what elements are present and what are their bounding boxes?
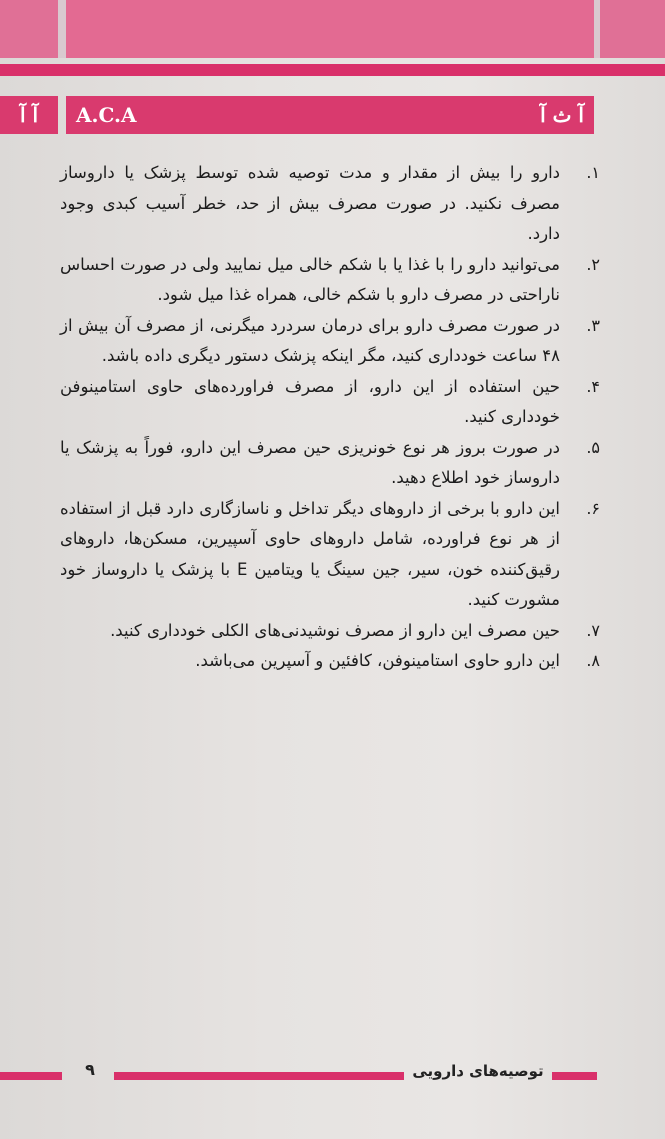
recommendations-list [60, 158, 600, 677]
footer-title: توصیه‌های دارویی [412, 1062, 544, 1080]
list-item-text: در صورت مصرف دارو برای درمان سردرد میگرنی، از مصرف آن بیش از ۴۸ ساعت خودداری کنید، مگر اینکه پزشک دستور دیگری داده باشد. [60, 315, 560, 365]
list-item-number: ۶. [586, 498, 600, 518]
list-item-text: دارو را بیش از مقدار و مدت توصیه شده توسط پزشک یا داروساز مصرف نکنید. در صورت مصرف بیش از حد، خطر آسیب کبدی وجود دارد. [60, 163, 560, 243]
list-item-text: می‌توانید دارو را با غذا یا با شکم خالی میل نمایید ولی در صورت احساس ناراحتی در مصرف دارو با شکم خالی، همراه غذا میل شود. [60, 254, 560, 304]
header-brand: A.C.A [76, 103, 137, 127]
list-item [60, 646, 600, 677]
list-item-text: حین مصرف این دارو از مصرف نوشیدنی‌های الکلی خودداری کنید. [110, 620, 560, 640]
recommendations-content [60, 158, 600, 677]
footer-bar-right [552, 1072, 597, 1080]
list-item-number: ۱. [586, 163, 600, 182]
header-left-tab [0, 96, 58, 134]
list-item-text: این دارو حاوی استامینوفن، کافئین و آسپرین می‌باشد. [195, 651, 560, 670]
list-item-number: ۴. [586, 376, 600, 396]
list-item [60, 494, 600, 616]
list-item-text: در صورت بروز هر نوع خونریزی حین مصرف این دارو، فوراً به پزشک یا داروساز خود اطلاع دهید. [60, 437, 560, 487]
list-item [60, 616, 600, 647]
footer-bar-middle [114, 1072, 404, 1080]
top-block-left [0, 0, 58, 58]
list-item [60, 158, 600, 250]
list-item [60, 433, 600, 494]
list-item-number: ۸. [586, 651, 600, 670]
list-item-number: ۳. [586, 315, 600, 335]
footer-bar-left [0, 1072, 62, 1080]
list-item [60, 250, 600, 311]
list-item [60, 372, 600, 433]
list-item-number: ۲. [586, 254, 600, 274]
list-item-number: ۷. [586, 620, 600, 640]
top-block-middle [66, 0, 594, 58]
list-item [60, 311, 600, 372]
top-block-right [600, 0, 665, 58]
top-divider-line [0, 64, 665, 76]
header-right-label: آ ث آ [540, 103, 584, 127]
list-item-text: این دارو با برخی از داروهای دیگر تداخل و ناسازگاری دارد قبل از استفاده از هر نوع فراورده، شامل داروهای حاوی آسپیرین، مسکن‌ها، داروهای رقیق‌کننده خون، سیر، جین سینگ یا ویتامین E با پزشک یا داروساز خود مشورت کنید. [60, 498, 560, 609]
list-item-text: حین استفاده از این دارو، از مصرف فراورده‌های حاوی استامینوفن خودداری کنید. [60, 376, 560, 426]
header-left-tab-text: آ آ [19, 103, 39, 127]
list-item-number: ۵. [586, 437, 600, 457]
page-number: ۹ [85, 1060, 95, 1079]
header-bar [66, 96, 594, 134]
